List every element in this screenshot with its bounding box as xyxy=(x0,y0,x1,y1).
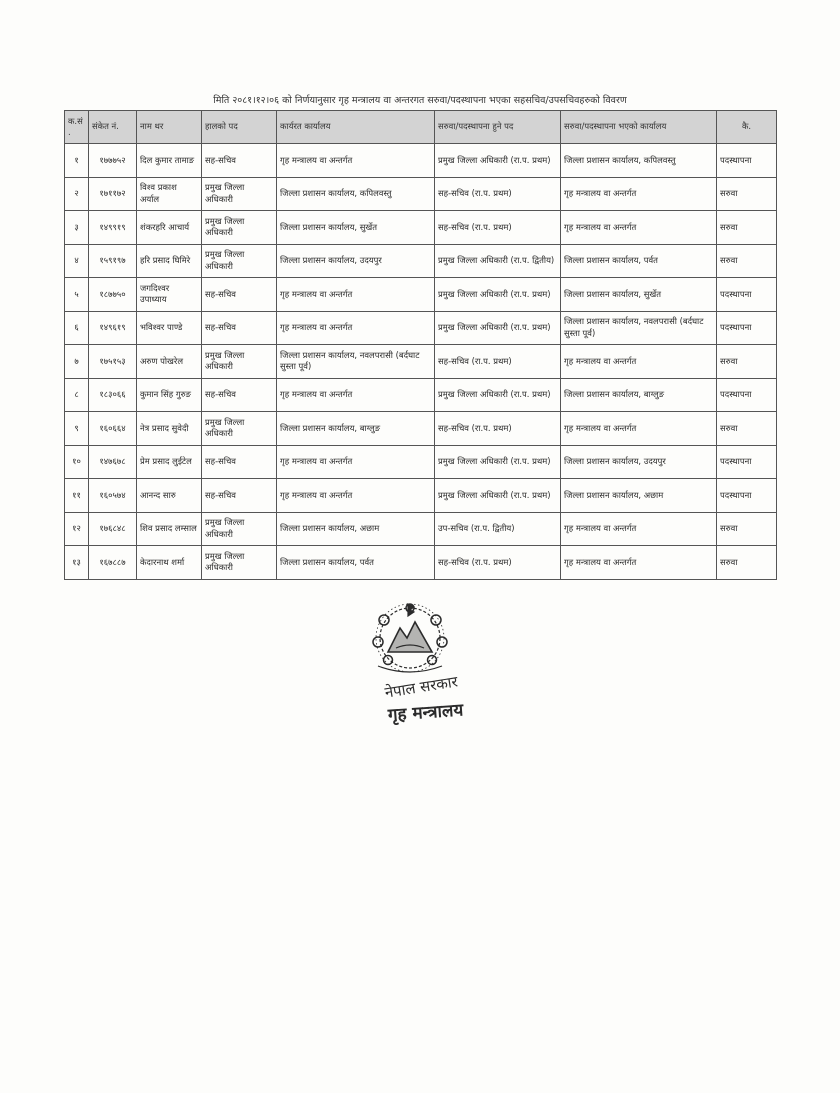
cell-post: सह-सचिव xyxy=(202,479,277,513)
cell-sn: २ xyxy=(65,177,89,211)
cell-name: जगदिश्वर उपाध्याय xyxy=(137,278,202,312)
cell-code: १७६८४८ xyxy=(89,512,137,546)
cell-sn: ५ xyxy=(65,278,89,312)
table-row xyxy=(65,412,777,446)
cell-sn: ३ xyxy=(65,211,89,245)
cell-sn: ९ xyxy=(65,412,89,446)
cell-remark: सरुवा xyxy=(717,177,777,211)
cell-office: जिल्ला प्रशासन कार्यालय, बाग्लुङ xyxy=(277,412,435,446)
cell-sn: ६ xyxy=(65,311,89,345)
table-row xyxy=(65,345,777,379)
header-new-office: सरुवा/पदस्थापना भएको कार्यालय xyxy=(561,111,717,144)
cell-name: दिल कुमार तामाङ xyxy=(137,144,202,178)
cell-post: सह-सचिव xyxy=(202,144,277,178)
header-sn: क.सं. xyxy=(65,111,89,144)
cell-code: १४९६१९ xyxy=(89,311,137,345)
cell-new-office: गृह मन्त्रालय वा अन्तर्गत xyxy=(561,345,717,379)
cell-new-office: जिल्ला प्रशासन कार्यालय, बाग्लुङ xyxy=(561,378,717,412)
cell-code: १५९१९७ xyxy=(89,244,137,278)
cell-code: १७७७५२ xyxy=(89,144,137,178)
cell-name: भविश्वर पाण्डे xyxy=(137,311,202,345)
cell-post: सह-सचिव xyxy=(202,378,277,412)
table-row xyxy=(65,244,777,278)
cell-post: सह-सचिव xyxy=(202,445,277,479)
cell-new-office: गृह मन्त्रालय वा अन्तर्गत xyxy=(561,546,717,580)
header-remark: कै. xyxy=(717,111,777,144)
cell-new-post: प्रमुख जिल्ला अधिकारी (रा.प. प्रथम) xyxy=(435,311,561,345)
cell-post: प्रमुख जिल्ला अधिकारी xyxy=(202,211,277,245)
cell-new-office: जिल्ला प्रशासन कार्यालय, अछाम xyxy=(561,479,717,513)
cell-office: गृह मन्त्रालय वा अन्तर्गत xyxy=(277,311,435,345)
cell-new-post: सह-सचिव (रा.प. प्रथम) xyxy=(435,177,561,211)
cell-code: १८३०६६ xyxy=(89,378,137,412)
cell-new-post: प्रमुख जिल्ला अधिकारी (रा.प. द्वितीय) xyxy=(435,244,561,278)
cell-remark: पदस्थापना xyxy=(717,278,777,312)
cell-sn: ७ xyxy=(65,345,89,379)
cell-sn: ४ xyxy=(65,244,89,278)
cell-name: शिव प्रसाद लम्साल xyxy=(137,512,202,546)
table-row xyxy=(65,278,777,312)
cell-remark: पदस्थापना xyxy=(717,378,777,412)
cell-new-post: सह-सचिव (रा.प. प्रथम) xyxy=(435,546,561,580)
document-title: मिति २०८१।१२।०६ को निर्णयानुसार गृह मन्त्रालय वा अन्तरगत सरुवा/पदस्थापना भएका सहसचिव/उपसचिवहरुको विवरण xyxy=(213,95,627,106)
cell-new-office: गृह मन्त्रालय वा अन्तर्गत xyxy=(561,412,717,446)
cell-code: १७११७२ xyxy=(89,177,137,211)
table-row xyxy=(65,378,777,412)
cell-new-post: सह-सचिव (रा.प. प्रथम) xyxy=(435,412,561,446)
cell-sn: १ xyxy=(65,144,89,178)
cell-remark: सरुवा xyxy=(717,211,777,245)
cell-new-post: प्रमुख जिल्ला अधिकारी (रा.प. प्रथम) xyxy=(435,144,561,178)
cell-remark: सरुवा xyxy=(717,412,777,446)
cell-remark: पदस्थापना xyxy=(717,445,777,479)
cell-new-post: उप-सचिव (रा.प. द्वितीय) xyxy=(435,512,561,546)
header-name: नाम थर xyxy=(137,111,202,144)
cell-post: सह-सचिव xyxy=(202,278,277,312)
cell-remark: पदस्थापना xyxy=(717,479,777,513)
cell-code: १६०६६४ xyxy=(89,412,137,446)
cell-sn: १० xyxy=(65,445,89,479)
cell-post: प्रमुख जिल्ला अधिकारी xyxy=(202,244,277,278)
cell-name: अरुण पोखरेल xyxy=(137,345,202,379)
table-row xyxy=(65,512,777,546)
cell-sn: १३ xyxy=(65,546,89,580)
cell-post: प्रमुख जिल्ला अधिकारी xyxy=(202,512,277,546)
cell-new-office: गृह मन्त्रालय वा अन्तर्गत xyxy=(561,512,717,546)
cell-new-office: गृह मन्त्रालय वा अन्तर्गत xyxy=(561,177,717,211)
cell-remark: पदस्थापना xyxy=(717,311,777,345)
cell-new-office: जिल्ला प्रशासन कार्यालय, उदयपुर xyxy=(561,445,717,479)
cell-code: १४९९१९ xyxy=(89,211,137,245)
header-office: कार्यरत कार्यालय xyxy=(277,111,435,144)
cell-remark: सरुवा xyxy=(717,244,777,278)
cell-name: नेत्र प्रसाद सुवेदी xyxy=(137,412,202,446)
cell-office: गृह मन्त्रालय वा अन्तर्गत xyxy=(277,144,435,178)
cell-office: जिल्ला प्रशासन कार्यालय, उदयपुर xyxy=(277,244,435,278)
cell-remark: पदस्थापना xyxy=(717,144,777,178)
cell-office: गृह मन्त्रालय वा अन्तर्गत xyxy=(277,278,435,312)
seal-line-1: नेपाल सरकार xyxy=(383,672,459,702)
cell-code: १७५१५३ xyxy=(89,345,137,379)
cell-new-office: जिल्ला प्रशासन कार्यालय, कपिलवस्तु xyxy=(561,144,717,178)
cell-new-post: प्रमुख जिल्ला अधिकारी (रा.प. प्रथम) xyxy=(435,378,561,412)
cell-office: जिल्ला प्रशासन कार्यालय, पर्वत xyxy=(277,546,435,580)
cell-office: गृह मन्त्रालय वा अन्तर्गत xyxy=(277,378,435,412)
cell-sn: ८ xyxy=(65,378,89,412)
cell-name: हरि प्रसाद घिमिरे xyxy=(137,244,202,278)
cell-new-post: सह-सचिव (रा.प. प्रथम) xyxy=(435,211,561,245)
cell-remark: सरुवा xyxy=(717,512,777,546)
cell-sn: १२ xyxy=(65,512,89,546)
cell-office: गृह मन्त्रालय वा अन्तर्गत xyxy=(277,445,435,479)
cell-remark: सरुवा xyxy=(717,546,777,580)
cell-name: शंकरहरि आचार्य xyxy=(137,211,202,245)
cell-remark: सरुवा xyxy=(717,345,777,379)
cell-post: सह-सचिव xyxy=(202,311,277,345)
cell-new-post: प्रमुख जिल्ला अधिकारी (रा.प. प्रथम) xyxy=(435,278,561,312)
cell-office: जिल्ला प्रशासन कार्यालय, अछाम xyxy=(277,512,435,546)
table-header-row xyxy=(65,111,777,144)
cell-code: १८७७५० xyxy=(89,278,137,312)
cell-office: जिल्ला प्रशासन कार्यालय, कपिलवस्तु xyxy=(277,177,435,211)
cell-new-post: प्रमुख जिल्ला अधिकारी (रा.प. प्रथम) xyxy=(435,479,561,513)
cell-new-office: गृह मन्त्रालय वा अन्तर्गत xyxy=(561,211,717,245)
cell-code: १६०५७४ xyxy=(89,479,137,513)
cell-new-post: सह-सचिव (रा.प. प्रथम) xyxy=(435,345,561,379)
cell-name: विश्व प्रकाश अर्याल xyxy=(137,177,202,211)
cell-post: प्रमुख जिल्ला अधिकारी xyxy=(202,546,277,580)
cell-new-office: जिल्ला प्रशासन कार्यालय, सुर्खेत xyxy=(561,278,717,312)
cell-post: प्रमुख जिल्ला अधिकारी xyxy=(202,412,277,446)
header-new-post: सरुवा/पदस्थापना हुने पद xyxy=(435,111,561,144)
table-row xyxy=(65,144,777,178)
mountain-icon xyxy=(388,622,432,652)
table-row xyxy=(65,211,777,245)
cell-office: जिल्ला प्रशासन कार्यालय, सुर्खेत xyxy=(277,211,435,245)
cell-code: १४७६७८ xyxy=(89,445,137,479)
cell-new-office: जिल्ला प्रशासन कार्यालय, पर्वत xyxy=(561,244,717,278)
cell-post: प्रमुख जिल्ला अधिकारी xyxy=(202,345,277,379)
cell-new-post: प्रमुख जिल्ला अधिकारी (रा.प. प्रथम) xyxy=(435,445,561,479)
cell-name: प्रेम प्रसाद लुईटेल xyxy=(137,445,202,479)
table-row xyxy=(65,546,777,580)
cell-new-office: जिल्ला प्रशासन कार्यालय, नवलपरासी (बर्दघाट सुस्ता पूर्व) xyxy=(561,311,717,345)
government-seal xyxy=(360,598,490,728)
table-row xyxy=(65,177,777,211)
table-row xyxy=(65,445,777,479)
header-code: संकेत नं. xyxy=(89,111,137,144)
cell-name: केदारनाथ शर्मा xyxy=(137,546,202,580)
transfer-table xyxy=(64,110,777,580)
table-row xyxy=(65,311,777,345)
cell-office: जिल्ला प्रशासन कार्यालय, नवलपरासी (बर्दघाट सुस्ता पूर्व) xyxy=(277,345,435,379)
seal-line-2: गृह मन्त्रालय xyxy=(387,700,464,726)
cell-sn: ११ xyxy=(65,479,89,513)
cell-code: १६७८८७ xyxy=(89,546,137,580)
cell-post: प्रमुख जिल्ला अधिकारी xyxy=(202,177,277,211)
cell-office: गृह मन्त्रालय वा अन्तर्गत xyxy=(277,479,435,513)
cell-name: कुमान सिंह गुरुङ xyxy=(137,378,202,412)
cell-name: आनन्द सारु xyxy=(137,479,202,513)
table-row xyxy=(65,479,777,513)
header-post: हालको पद xyxy=(202,111,277,144)
